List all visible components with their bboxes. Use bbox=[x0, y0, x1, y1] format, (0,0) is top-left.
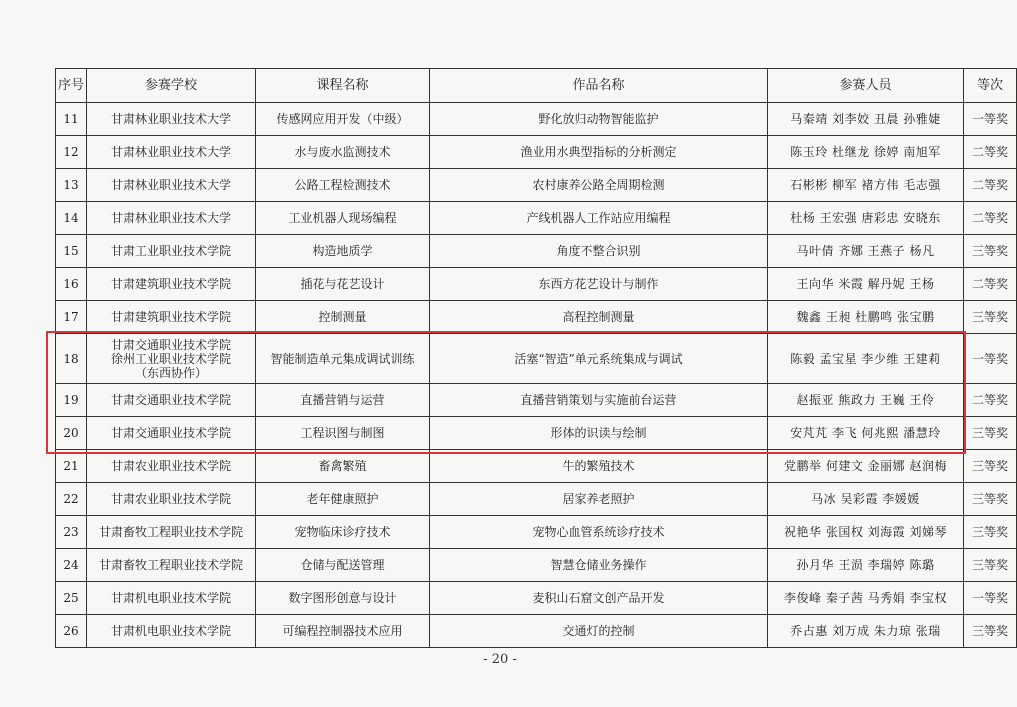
header-course: 课程名称 bbox=[256, 69, 430, 103]
cell-work: 角度不整合识别 bbox=[430, 235, 768, 268]
table-row bbox=[56, 202, 1017, 235]
cell-course: 宠物临床诊疗技术 bbox=[256, 516, 430, 549]
table-row bbox=[56, 549, 1017, 582]
cell-school: 甘肃交通职业技术学院 bbox=[87, 384, 256, 417]
cell-school: 甘肃农业职业技术学院 bbox=[87, 450, 256, 483]
cell-members: 祝艳华 张国权 刘海霞 刘娣琴 bbox=[768, 516, 964, 549]
cell-members: 李俊峰 秦子茜 马秀娟 李宝权 bbox=[768, 582, 964, 615]
cell-course: 可编程控制器技术应用 bbox=[256, 615, 430, 648]
cell-no: 19 bbox=[56, 384, 87, 417]
cell-work: 东西方花艺设计与制作 bbox=[430, 268, 768, 301]
cell-members: 魏鑫 王昶 杜鹏鸣 张宝鹏 bbox=[768, 301, 964, 334]
cell-school bbox=[87, 334, 256, 384]
cell-award: 一等奖 bbox=[964, 582, 1017, 615]
cell-work: 产线机器人工作站应用编程 bbox=[430, 202, 768, 235]
cell-school: 甘肃畜牧工程职业技术学院 bbox=[87, 516, 256, 549]
cell-work: 活塞“智造”单元系统集成与调试 bbox=[430, 334, 768, 384]
cell-award: 三等奖 bbox=[964, 549, 1017, 582]
cell-school: 甘肃农业职业技术学院 bbox=[87, 483, 256, 516]
cell-school: 甘肃林业职业技术大学 bbox=[87, 202, 256, 235]
cell-school: 甘肃机电职业技术学院 bbox=[87, 582, 256, 615]
cell-no: 14 bbox=[56, 202, 87, 235]
cell-award: 三等奖 bbox=[964, 235, 1017, 268]
cell-course: 畜禽繁殖 bbox=[256, 450, 430, 483]
cell-course: 插花与花艺设计 bbox=[256, 268, 430, 301]
cell-award: 二等奖 bbox=[964, 268, 1017, 301]
cell-work: 麦积山石窟文创产品开发 bbox=[430, 582, 768, 615]
table-row bbox=[56, 169, 1017, 202]
table-row bbox=[56, 615, 1017, 648]
cell-work: 直播营销策划与实施前台运营 bbox=[430, 384, 768, 417]
header-no: 序号 bbox=[56, 69, 87, 103]
cell-course: 工程识图与制图 bbox=[256, 417, 430, 450]
cell-members: 孙月华 王涢 李瑞婷 陈璐 bbox=[768, 549, 964, 582]
cell-course: 水与废水监测技术 bbox=[256, 136, 430, 169]
header-award: 等次 bbox=[964, 69, 1017, 103]
cell-members: 王向华 米霞 解丹妮 王杨 bbox=[768, 268, 964, 301]
cell-award: 三等奖 bbox=[964, 417, 1017, 450]
cell-no: 21 bbox=[56, 450, 87, 483]
awards-table bbox=[55, 68, 1017, 648]
cell-members: 陈玉玲 杜继龙 徐婷 南旭军 bbox=[768, 136, 964, 169]
table-row bbox=[56, 103, 1017, 136]
cell-award: 三等奖 bbox=[964, 450, 1017, 483]
cell-work: 交通灯的控制 bbox=[430, 615, 768, 648]
cell-no: 18 bbox=[56, 334, 87, 384]
cell-award: 三等奖 bbox=[964, 516, 1017, 549]
cell-school: 甘肃建筑职业技术学院 bbox=[87, 268, 256, 301]
table-row bbox=[56, 136, 1017, 169]
school-line: 甘肃交通职业技术学院 bbox=[110, 337, 231, 352]
cell-award: 三等奖 bbox=[964, 615, 1017, 648]
cell-school: 甘肃交通职业技术学院 bbox=[87, 417, 256, 450]
cell-award: 一等奖 bbox=[964, 103, 1017, 136]
table-row bbox=[56, 301, 1017, 334]
cell-course: 构造地质学 bbox=[256, 235, 430, 268]
cell-work: 渔业用水典型指标的分析测定 bbox=[430, 136, 768, 169]
cell-members: 安芃芃 李飞 何兆熙 潘慧玲 bbox=[768, 417, 964, 450]
cell-award: 一等奖 bbox=[964, 334, 1017, 384]
cell-school: 甘肃畜牧工程职业技术学院 bbox=[87, 549, 256, 582]
cell-work: 形体的识读与绘制 bbox=[430, 417, 768, 450]
cell-no: 12 bbox=[56, 136, 87, 169]
cell-course: 智能制造单元集成调试训练 bbox=[256, 334, 430, 384]
cell-no: 26 bbox=[56, 615, 87, 648]
cell-work: 居家养老照护 bbox=[430, 483, 768, 516]
table-row bbox=[56, 450, 1017, 483]
cell-no: 17 bbox=[56, 301, 87, 334]
cell-award: 二等奖 bbox=[964, 136, 1017, 169]
table-row bbox=[56, 268, 1017, 301]
cell-course: 数字图形创意与设计 bbox=[256, 582, 430, 615]
cell-school: 甘肃林业职业技术大学 bbox=[87, 169, 256, 202]
cell-members: 陈毅 孟宝星 李少维 王建莉 bbox=[768, 334, 964, 384]
cell-award: 三等奖 bbox=[964, 483, 1017, 516]
header-members: 参赛人员 bbox=[768, 69, 964, 103]
cell-no: 23 bbox=[56, 516, 87, 549]
cell-award: 二等奖 bbox=[964, 202, 1017, 235]
cell-course: 公路工程检测技术 bbox=[256, 169, 430, 202]
cell-members: 乔占惠 刘万成 朱力琼 张瑞 bbox=[768, 615, 964, 648]
cell-no: 20 bbox=[56, 417, 87, 450]
cell-members: 马叶倩 齐娜 王燕子 杨凡 bbox=[768, 235, 964, 268]
cell-members: 马秦靖 刘李姣 丑晨 孙雅婕 bbox=[768, 103, 964, 136]
cell-no: 24 bbox=[56, 549, 87, 582]
cell-school: 甘肃工业职业技术学院 bbox=[87, 235, 256, 268]
cell-members: 杜杨 王宏强 唐彩忠 安晓东 bbox=[768, 202, 964, 235]
cell-members: 党鹏举 何建文 金丽娜 赵润梅 bbox=[768, 450, 964, 483]
cell-course: 仓储与配送管理 bbox=[256, 549, 430, 582]
cell-work: 宠物心血管系统诊疗技术 bbox=[430, 516, 768, 549]
page-number: - 20 - bbox=[483, 652, 517, 667]
cell-school: 甘肃机电职业技术学院 bbox=[87, 615, 256, 648]
cell-work: 野化放归动物智能监护 bbox=[430, 103, 768, 136]
cell-no: 22 bbox=[56, 483, 87, 516]
table-row bbox=[56, 516, 1017, 549]
header-school: 参赛学校 bbox=[87, 69, 256, 103]
cell-course: 老年健康照护 bbox=[256, 483, 430, 516]
school-line: 徐州工业职业技术学院 bbox=[110, 351, 231, 366]
header-work: 作品名称 bbox=[430, 69, 768, 103]
cell-no: 15 bbox=[56, 235, 87, 268]
school-line: （东西协作） bbox=[134, 365, 207, 380]
cell-no: 13 bbox=[56, 169, 87, 202]
table-row bbox=[56, 384, 1017, 417]
cell-no: 11 bbox=[56, 103, 87, 136]
cell-no: 16 bbox=[56, 268, 87, 301]
cell-school: 甘肃林业职业技术大学 bbox=[87, 103, 256, 136]
cell-work: 牛的繁殖技术 bbox=[430, 450, 768, 483]
table-row bbox=[56, 235, 1017, 268]
cell-school: 甘肃林业职业技术大学 bbox=[87, 136, 256, 169]
cell-work: 智慧仓储业务操作 bbox=[430, 549, 768, 582]
cell-award: 二等奖 bbox=[964, 169, 1017, 202]
table-header-row bbox=[56, 69, 1017, 103]
cell-award: 二等奖 bbox=[964, 384, 1017, 417]
table-row bbox=[56, 483, 1017, 516]
cell-course: 工业机器人现场编程 bbox=[256, 202, 430, 235]
cell-work: 农村康养公路全周期检测 bbox=[430, 169, 768, 202]
cell-course: 直播营销与运营 bbox=[256, 384, 430, 417]
table-row bbox=[56, 582, 1017, 615]
cell-work: 高程控制测量 bbox=[430, 301, 768, 334]
cell-course: 传感网应用开发（中级） bbox=[256, 103, 430, 136]
cell-no: 25 bbox=[56, 582, 87, 615]
cell-members: 马冰 吴彩霞 李媛媛 bbox=[768, 483, 964, 516]
cell-course: 控制测量 bbox=[256, 301, 430, 334]
cell-award: 三等奖 bbox=[964, 301, 1017, 334]
cell-school: 甘肃建筑职业技术学院 bbox=[87, 301, 256, 334]
table-row bbox=[56, 334, 1017, 384]
cell-members: 赵振亚 熊政力 王巍 王伶 bbox=[768, 384, 964, 417]
table-row bbox=[56, 417, 1017, 450]
cell-members: 石彬彬 柳军 褚方伟 毛志强 bbox=[768, 169, 964, 202]
